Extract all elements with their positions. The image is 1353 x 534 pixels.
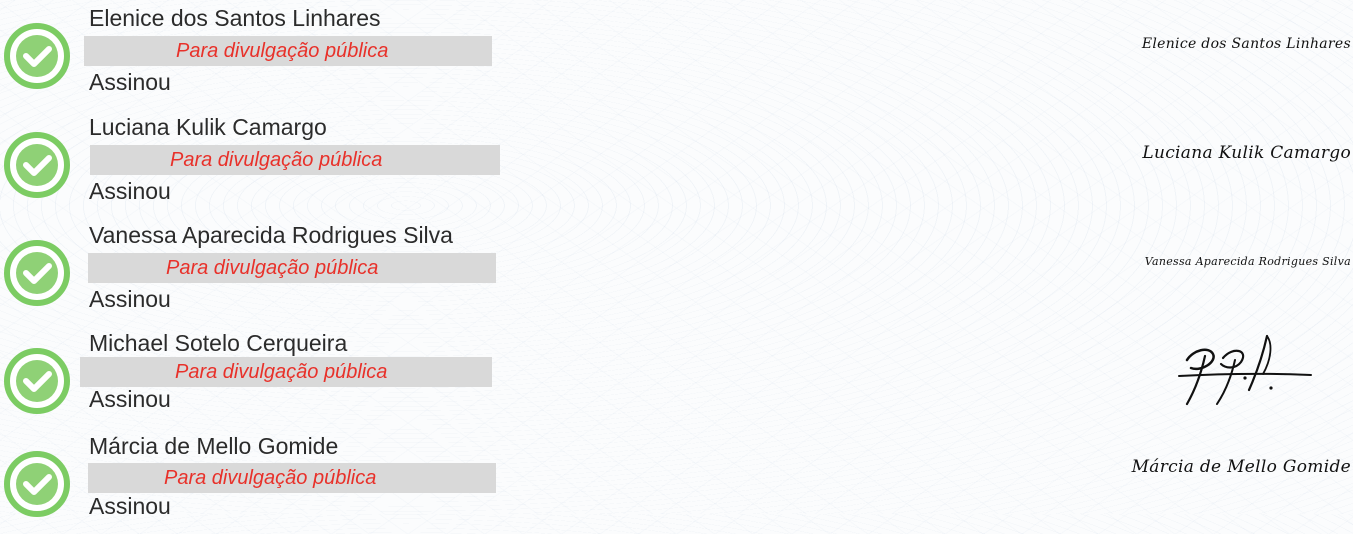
signer-name: Luciana Kulik Camargo: [89, 114, 327, 140]
visibility-badge: [84, 36, 492, 66]
signer-name: Elenice dos Santos Linhares: [89, 5, 381, 31]
check-circle-icon: [1, 129, 73, 201]
sign-status: Assinou: [89, 286, 171, 312]
visibility-badge: [80, 357, 492, 387]
handwritten-signature: [1175, 330, 1315, 410]
sign-status: Assinou: [89, 386, 171, 412]
signer-name: Márcia de Mello Gomide: [89, 433, 339, 459]
signer-row: [0, 0, 1353, 106]
signer-row: [0, 428, 1353, 534]
check-circle-icon: [1, 20, 73, 92]
sign-status: Assinou: [89, 493, 171, 519]
signature: Vanessa Aparecida Rodrigues Silva: [1144, 255, 1351, 268]
visibility-badge: [88, 253, 496, 283]
visibility-label: Para divulgação pública: [170, 149, 383, 171]
visibility-label: Para divulgação pública: [176, 40, 389, 62]
sign-status: Assinou: [89, 178, 171, 204]
visibility-badge: [90, 145, 500, 175]
visibility-label: Para divulgação pública: [175, 361, 388, 383]
check-circle-icon: [1, 237, 73, 309]
signer-row: [0, 109, 1353, 215]
sign-status: Assinou: [89, 69, 171, 95]
signer-name: Michael Sotelo Cerqueira: [89, 330, 348, 356]
signature: Márcia de Mello Gomide: [1131, 457, 1351, 477]
visibility-label: Para divulgação pública: [166, 257, 379, 279]
signer-name: Vanessa Aparecida Rodrigues Silva: [89, 222, 453, 248]
signature: Elenice dos Santos Linhares: [1141, 36, 1351, 52]
visibility-label: Para divulgação pública: [164, 467, 377, 489]
signature: Luciana Kulik Camargo: [1142, 143, 1351, 163]
check-circle-icon: [1, 448, 73, 520]
signer-row: [0, 325, 1353, 431]
check-circle-icon: [1, 345, 73, 417]
visibility-badge: [88, 463, 496, 493]
signer-row: [0, 217, 1353, 323]
